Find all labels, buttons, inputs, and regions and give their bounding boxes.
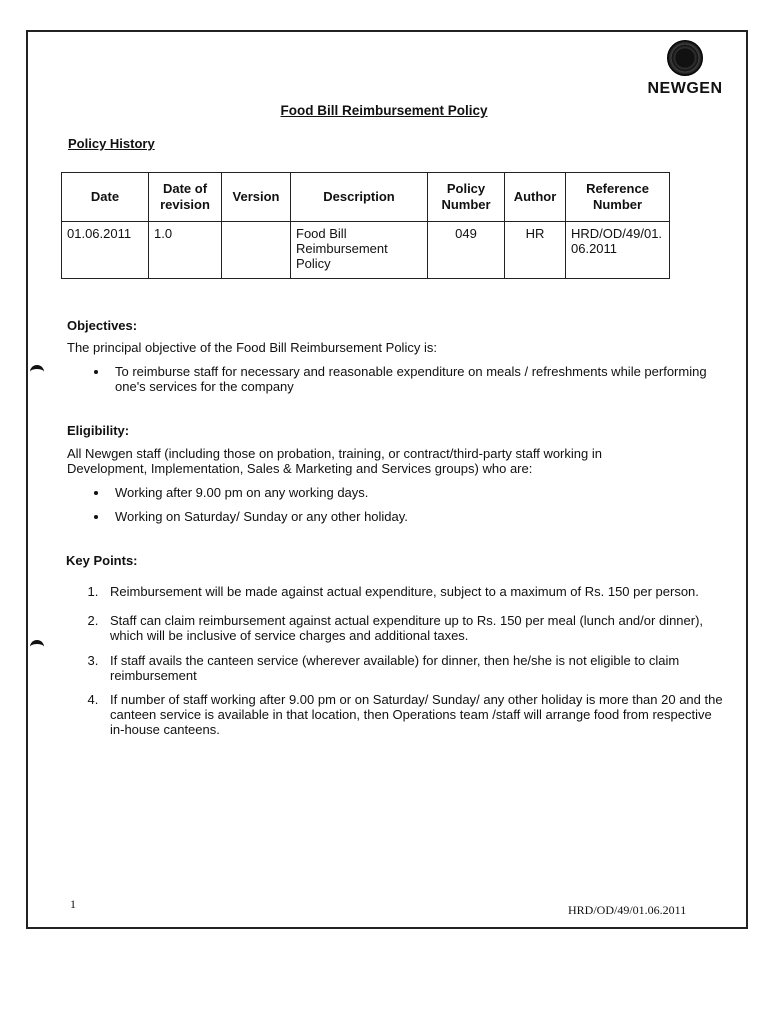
objectives-list [89, 364, 721, 394]
cell-version [222, 222, 291, 279]
cell-reference-number: HRD/OD/49/01.06.2011 [566, 222, 670, 279]
eligibility-heading: Eligibility: [67, 423, 130, 438]
policy-history-table [61, 172, 670, 279]
table-row [62, 222, 670, 279]
globe-icon [667, 40, 703, 76]
document-title: Food Bill Reimbursement Policy [280, 103, 488, 118]
brand-name: NEWGEN [647, 80, 723, 97]
key-points-list [80, 584, 727, 737]
scan-mark-icon [30, 365, 44, 377]
cell-description: Food Bill Reimbursement Policy [291, 222, 428, 279]
list-item: • To reimburse staff for necessary and reasonable expenditure on meals / refreshments while performing one's services for the company [109, 364, 721, 394]
eligibility-list [89, 485, 721, 524]
list-item: • Working on Saturday/ Sunday or any other holiday. [109, 509, 721, 524]
column-header-author: Author [505, 173, 566, 222]
column-header-date: Date [62, 173, 149, 222]
scan-mark-icon [30, 640, 44, 652]
cell-policy-number: 049 [428, 222, 505, 279]
objectives-heading: Objectives: [67, 318, 138, 333]
list-item: 3. If staff avails the canteen service (wherever available) for dinner, then he/she is not eligible to claim reimbursement [102, 653, 727, 683]
column-header-policy-number: Policy Number [428, 173, 505, 222]
column-header-date-of-revision: Date of revision [149, 173, 222, 222]
column-header-reference-number: Reference Number [566, 173, 670, 222]
policy-history-heading: Policy History [68, 136, 155, 151]
footer-reference: HRD/OD/49/01.06.2011 [568, 903, 687, 917]
page-number: 1 [70, 897, 76, 911]
page-border [26, 30, 748, 929]
column-header-description: Description [291, 173, 428, 222]
newgen-logo [636, 40, 734, 98]
table-header-row [62, 173, 670, 222]
cell-author: HR [505, 222, 566, 279]
list-item: 2. Staff can claim reimbursement against actual expenditure up to Rs. 150 per meal (lunch and/or dinner), which will be inclusive of service charges and additional taxes. [102, 613, 727, 643]
objectives-intro: The principal objective of the Food Bill Reimbursement Policy is: [67, 340, 437, 355]
key-points-heading: Key Points: [66, 553, 138, 568]
list-item: 4. If number of staff working after 9.00 pm or on Saturday/ Sunday/ any other holiday is more than 20 and the canteen service is available in that location, then Operations team /staff will arrange food from respective in-house canteens. [102, 692, 727, 737]
list-item: • Working after 9.00 pm on any working days. [109, 485, 721, 500]
column-header-version: Version [222, 173, 291, 222]
cell-date: 01.06.2011 [62, 222, 149, 279]
list-item: 1. Reimbursement will be made against actual expenditure, subject to a maximum of Rs. 150 per person. [102, 584, 727, 599]
cell-date-of-revision: 1.0 [149, 222, 222, 279]
eligibility-intro: All Newgen staff (including those on probation, training, or contract/third-party staff working in Development, Implementation, Sales & Marketing and Services groups) who are: [67, 446, 602, 476]
